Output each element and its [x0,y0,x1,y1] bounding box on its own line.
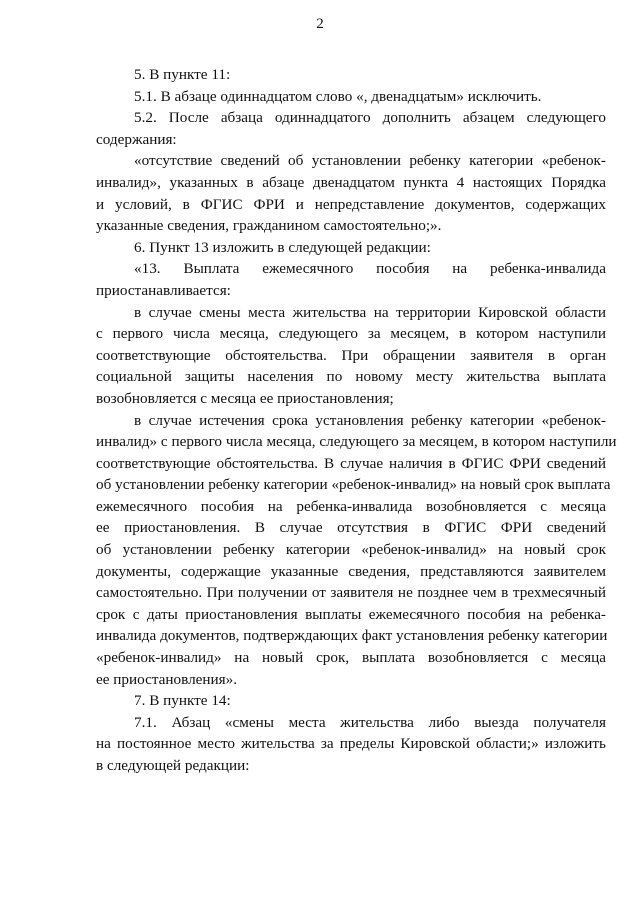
text-line: социальной защиты населения по новому месту жительства выплата [96,368,606,386]
text-line: в случае смены места жительства на территории Кировской области [134,303,606,321]
text-line: 7. В пункте 14: [134,692,231,710]
text-line: срок с даты приостановления выплаты ежемесячного пособия на ребенка- [96,605,606,623]
text-line: «отсутствие сведений об установлении ребенку категории «ребенок- [134,152,606,170]
text-line: об установлении ребенку категории «ребенок-инвалид» на новый срок выплата [96,476,611,494]
text-line: об установлении ребенку категории «ребенок-инвалид» на новый срок [96,541,606,559]
text-line: 5. В пункте 11: [134,66,231,83]
text-line: с первого числа месяца, следующего за месяцем, в котором наступили [96,325,606,343]
document-body [96,64,617,777]
text-line: 5.1. В абзаце одиннадцатом слово «, двенадцатым» исключить. [134,87,542,105]
text-line: и условий, в ФГИС ФРИ и непредставление документов, содержащих [96,195,606,213]
text-line: инвалид» с первого числа месяца, следующего за месяцем, в котором наступили [96,433,617,451]
page-number: 2 [316,16,324,32]
text-line: ее приостановления. В случае отсутствия в ФГИС ФРИ сведений [96,519,606,537]
text-line: в следующей редакции: [96,757,250,774]
text-line: на постоянное место жительства за пределы Кировской области;» изложить [96,735,606,753]
text-line: 7.1. Абзац «смены места жительства либо выезда получателя [134,713,606,731]
text-line: «ребенок-инвалид» на новый срок, выплата возобновляется с месяца [96,649,606,667]
text-line: в случае истечения срока установления ребенку категории «ребенок- [134,411,606,429]
text-line: документы, содержащие указанные сведения, представляются заявителем [96,562,606,580]
text-line: возобновляется с месяца ее приостановления; [96,389,394,407]
text-line: ежемесячного пособия на ребенка-инвалида возобновляется с месяца [96,497,606,515]
text-line: 5.2. После абзаца одиннадцатого дополнить абзацем следующего [134,109,606,127]
text-line: соответствующие обстоятельства. При обращении заявителя в орган [96,346,606,364]
text-line: приостанавливается: [96,281,231,299]
text-line: инвалида документов, подтверждающих факт установления ребенку категории [96,627,608,645]
text-line: инвалид», указанных в абзаце двенадцатом пункта 4 настоящих Порядка [96,173,606,191]
text-line: содержания: [96,130,177,148]
text-line: соответствующие обстоятельства. В случае наличия в ФГИС ФРИ сведений [96,454,606,472]
text-line: указанные сведения, гражданином самостоятельно;». [96,217,442,235]
text-line: ее приостановления». [96,670,238,688]
text-line: «13. Выплата ежемесячного пособия на ребенка-инвалида [134,260,606,278]
text-line: 6. Пункт 13 изложить в следующей редакции: [134,238,431,256]
text-line: самостоятельно. При получении от заявителя не позднее чем в трехмесячный [96,584,606,602]
